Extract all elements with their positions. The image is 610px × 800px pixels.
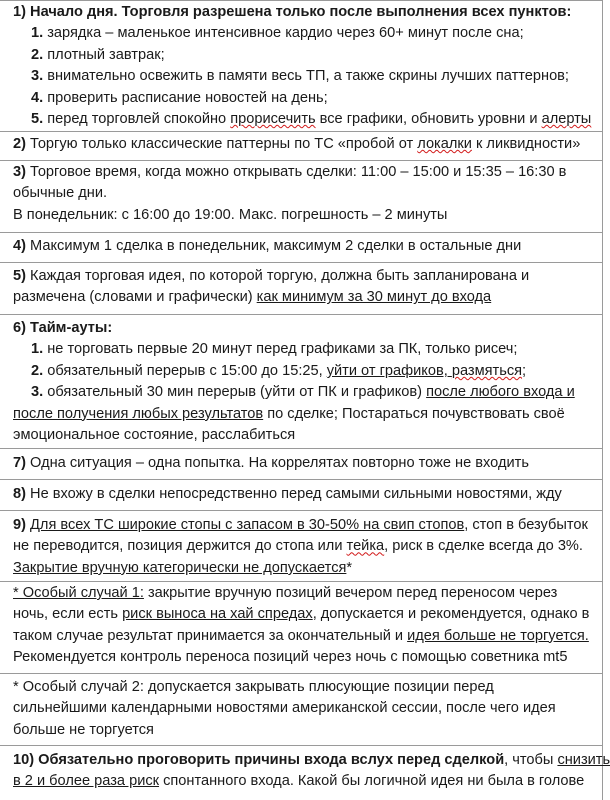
rule-1-item-1: 1. зарядка – маленькое интенсивное кардио через 60+ минут после сна; [31, 25, 524, 42]
rule-4: 4) Максимум 1 сделка в понедельник, максимум 2 сделки в остальные дни [13, 238, 522, 254]
special-case-1: * Особый случай 1: закрытие вручную позиций вечером перед переносом через ночь, если есть риск выноса на хай спредах, допускается и рекомендуется, однако в таком случае результат принимается за окончательный и идея больше не торгуется. Рекомендуется контроль переноса позиций через ночь с помощью советника mt5 [13, 585, 590, 666]
divider [0, 745, 602, 746]
rule-7: 7) Одна ситуация – одна попытка. На коррелятах повторно тоже не входить [13, 455, 529, 471]
rule-1 [13, 2, 595, 130]
rule-6-heading: 6) Тайм-ауты: [13, 320, 113, 336]
special-case-2: * Особый случай 2: допускается закрывать плюсующие позиции перед сильнейшими календарными новостями американской сессии, после чего идея больше не торгуется [13, 679, 556, 738]
divider [0, 510, 602, 511]
divider [0, 314, 602, 315]
divider [0, 448, 602, 449]
rule-2: 2) Торгую только классические паттерны по ТС «пробой от локалки к ликвидности» [13, 136, 581, 152]
rule-5: 5) Каждая торговая идея, по которой торгую, должна быть запланирована и размечена (словами и графически) как минимум за 30 минут до входа [13, 268, 530, 306]
rule-10: 10) Обязательно проговорить причины входа вслух перед сделкой, чтобы снизить в 2 и более раза риск спонтанного входа. Какой бы логичной идея ни была в голове [13, 752, 610, 790]
divider [0, 160, 602, 161]
rule-1-item-5: 5. перед торговлей спокойно прорисечить все графики, обновить уровни и алерты [31, 111, 592, 128]
divider [0, 673, 602, 674]
rule-9: 9) Для всех ТС широкие стопы с запасом в 30-50% на свип стопов, стоп в безубыток не переводится, позиция держится до стопа или тейка, риск в сделке всегда до 3%. Закрытие вручную категорически не допускается* [13, 517, 588, 576]
rule-1-item-2: 2. плотный завтрак; [31, 46, 165, 63]
rule-6: 6) Тайм-ауты: 1. не торговать первые 20 минут перед графиками за ПК, только рисеч; 2. обязательный перерыв с 15:00 до 15:25, уйти от графиков, размяться; 3. обязательный 30 мин перерыв (уйти от ПК и графиков) после любого входа и после получения любых результатов по сделке; Постараться почувствовать своё эмоциональное состояние, расслабиться [13, 318, 595, 446]
rule-1-item-3: 3. внимательно освежить в памяти весь ТП, а также скрины лучших паттернов; [31, 68, 569, 85]
divider [0, 0, 602, 1]
divider [0, 479, 602, 480]
rule-1-heading: 1) Начало дня. Торговля разрешена только после выполнения всех пунктов: [13, 4, 572, 20]
rule-1-item-4: 4. проверить расписание новостей на день; [31, 89, 328, 106]
rule-8: 8) Не вхожу в сделки непосредственно перед самыми сильными новостями, жду [13, 486, 562, 502]
divider [0, 131, 602, 132]
divider [0, 581, 602, 582]
divider [0, 232, 602, 233]
divider [0, 262, 602, 263]
rule-3: 3) Торговое время, когда можно открывать сделки: 11:00 – 15:00 и 15:35 – 16:30 в обычные дни. В понедельник: с 16:00 до 19:00. Макс. погрешность – 2 минуты [13, 164, 567, 223]
